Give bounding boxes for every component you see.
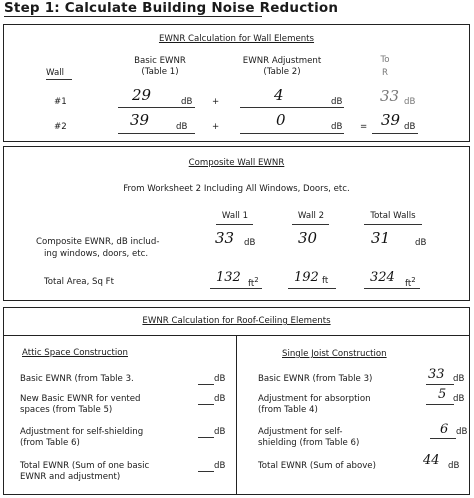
attic-item-1-unit: dB [214,374,226,384]
joist-item-2-label-line1: Adjustment for absorption [258,394,371,404]
joist-item-3-label-line1: Adjustment for self- [258,427,343,437]
wall-row-1-adj-value: 4 [274,86,284,104]
col-adjust-header-line2: (Table 2) [263,67,301,77]
attic-item-1-blank [198,384,214,385]
attic-item-3-label-line1: Adjustment for self-shielding [20,427,144,437]
joist-item-3-line [430,438,456,439]
attic-item-2-unit: dB [214,394,226,404]
attic-item-4-blank [198,471,214,472]
col-total-header-line2: R [382,68,388,78]
composite-row-label-line2: ing windows, doors, etc. [44,249,149,259]
attic-item-1-label: Basic EWNR (from Table 3. [20,374,134,384]
joist-item-2-unit: dB [453,394,465,404]
wall-row-1-basic-value: 29 [132,86,152,104]
col-wall1-underline [216,224,253,225]
attic-item-3-unit: dB [214,427,226,437]
col-wall1-header: Wall 1 [221,211,249,221]
wall-row-1-adj-unit: dB [331,97,343,107]
area-total-value: 324 [370,270,395,285]
col-total-walls-underline [364,224,422,225]
composite-wall2-value: 30 [298,229,318,247]
col-wall2-header: Wall 2 [297,211,325,221]
page-title: Step 1: Calculate Building Noise Reduction [4,0,339,16]
wall-row-2-label: #2 [54,122,67,132]
composite-wall1-unit: dB [244,238,256,248]
attic-item-2-blank [198,404,214,405]
col-basic-header-line2: (Table 1) [141,67,179,77]
joist-item-2-value: 5 [438,387,447,402]
area-wall1-value: 132 [216,270,241,285]
attic-item-2-label-line1: New Basic EWNR for vented [20,394,141,404]
area-wall2-value: 192 [294,270,319,285]
joist-item-3-unit: dB [456,427,468,437]
joist-item-4-value: 44 [423,453,440,468]
col-wall-header: Wall [46,68,64,78]
joist-item-1-line [426,384,454,385]
attic-item-2-label-line2: spaces (from Table 5) [20,405,113,415]
area-wall2-line [288,288,336,289]
wall-row-2-adj-unit: dB [331,122,343,132]
attic-item-4-unit: dB [214,461,226,471]
joist-item-3-value: 6 [440,422,449,437]
wall-row-1-total-value: 33 [380,87,400,105]
joist-item-2-label-line2: (from Table 4) [258,405,318,415]
wall-row-2-adj-value: 0 [276,111,286,129]
area-wall2-unit: ft [322,276,329,286]
total-area-label: Total Area, Sq Ft [44,277,114,287]
joist-item-3-label-line2: shielding (from Table 6) [258,438,360,448]
wall-row-1-label: #1 [54,97,67,107]
wall-row-2-basic-value: 39 [130,111,150,129]
joist-item-4-label: Total EWNR (Sum of above) [258,461,376,471]
composite-heading: Composite Wall EWNR [188,158,285,168]
joist-item-4-unit: dB [448,461,460,471]
col-wall2-underline [292,224,329,225]
wall-row-2-basic-unit: dB [176,122,188,132]
joist-item-2-line [426,404,454,405]
col-total-walls-header: Total Walls [370,211,416,221]
col-wall-underline [46,79,72,80]
joist-heading: Single Joist Construction [282,349,387,359]
roof-column-divider [236,335,237,494]
col-total-header-line1: To [380,55,390,65]
joist-item-1-label: Basic EWNR (from Table 3) [258,374,373,384]
wall-section-heading: EWNR Calculation for Wall Elements [158,34,315,44]
area-wall1-unit: $ft^2$ [248,276,259,289]
attic-heading: Attic Space Construction [22,348,128,358]
composite-total-unit: dB [415,238,427,248]
composite-subheading: From Worksheet 2 Including All Windows, Doors, etc. [123,184,350,194]
wall-row-2-total-line [372,133,418,134]
wall-row-1-total-unit: dB [404,97,416,107]
wall-row-1-basic-line [118,107,195,108]
title-underline [4,16,262,17]
wall-row-1-plus: + [212,97,220,107]
joist-item-1-unit: dB [453,374,465,384]
attic-item-3-label-line2: (from Table 6) [20,438,80,448]
wall-row-2-adj-line [240,133,344,134]
composite-row-label-line1: Composite EWNR, dB includ- [36,237,160,247]
col-basic-header-line1: Basic EWNR [134,56,186,66]
wall-row-1-basic-unit: dB [181,97,193,107]
roof-section-heading: EWNR Calculation for Roof-Ceiling Elements [142,316,331,326]
area-wall1-line [210,288,262,289]
attic-item-4-label-line2: EWNR and adjustment) [20,472,121,482]
wall-row-2-total-value: 39 [381,111,401,129]
area-total-unit: $ft^2$ [405,276,416,289]
composite-total-value: 31 [371,229,391,247]
wall-row-2-plus: + [212,122,220,132]
area-total-line [364,288,420,289]
wall-row-2-total-unit: dB [404,122,416,132]
composite-wall1-value: 33 [215,229,235,247]
wall-row-2-equals: = [360,122,368,132]
col-adjust-header-line1: EWNR Adjustment [242,56,322,66]
wall-row-2-basic-line [118,133,195,134]
attic-item-3-blank [198,437,214,438]
attic-item-4-label-line1: Total EWNR (Sum of one basic [20,461,150,471]
wall-row-1-adj-line [240,107,344,108]
joist-item-1-value: 33 [428,367,445,382]
